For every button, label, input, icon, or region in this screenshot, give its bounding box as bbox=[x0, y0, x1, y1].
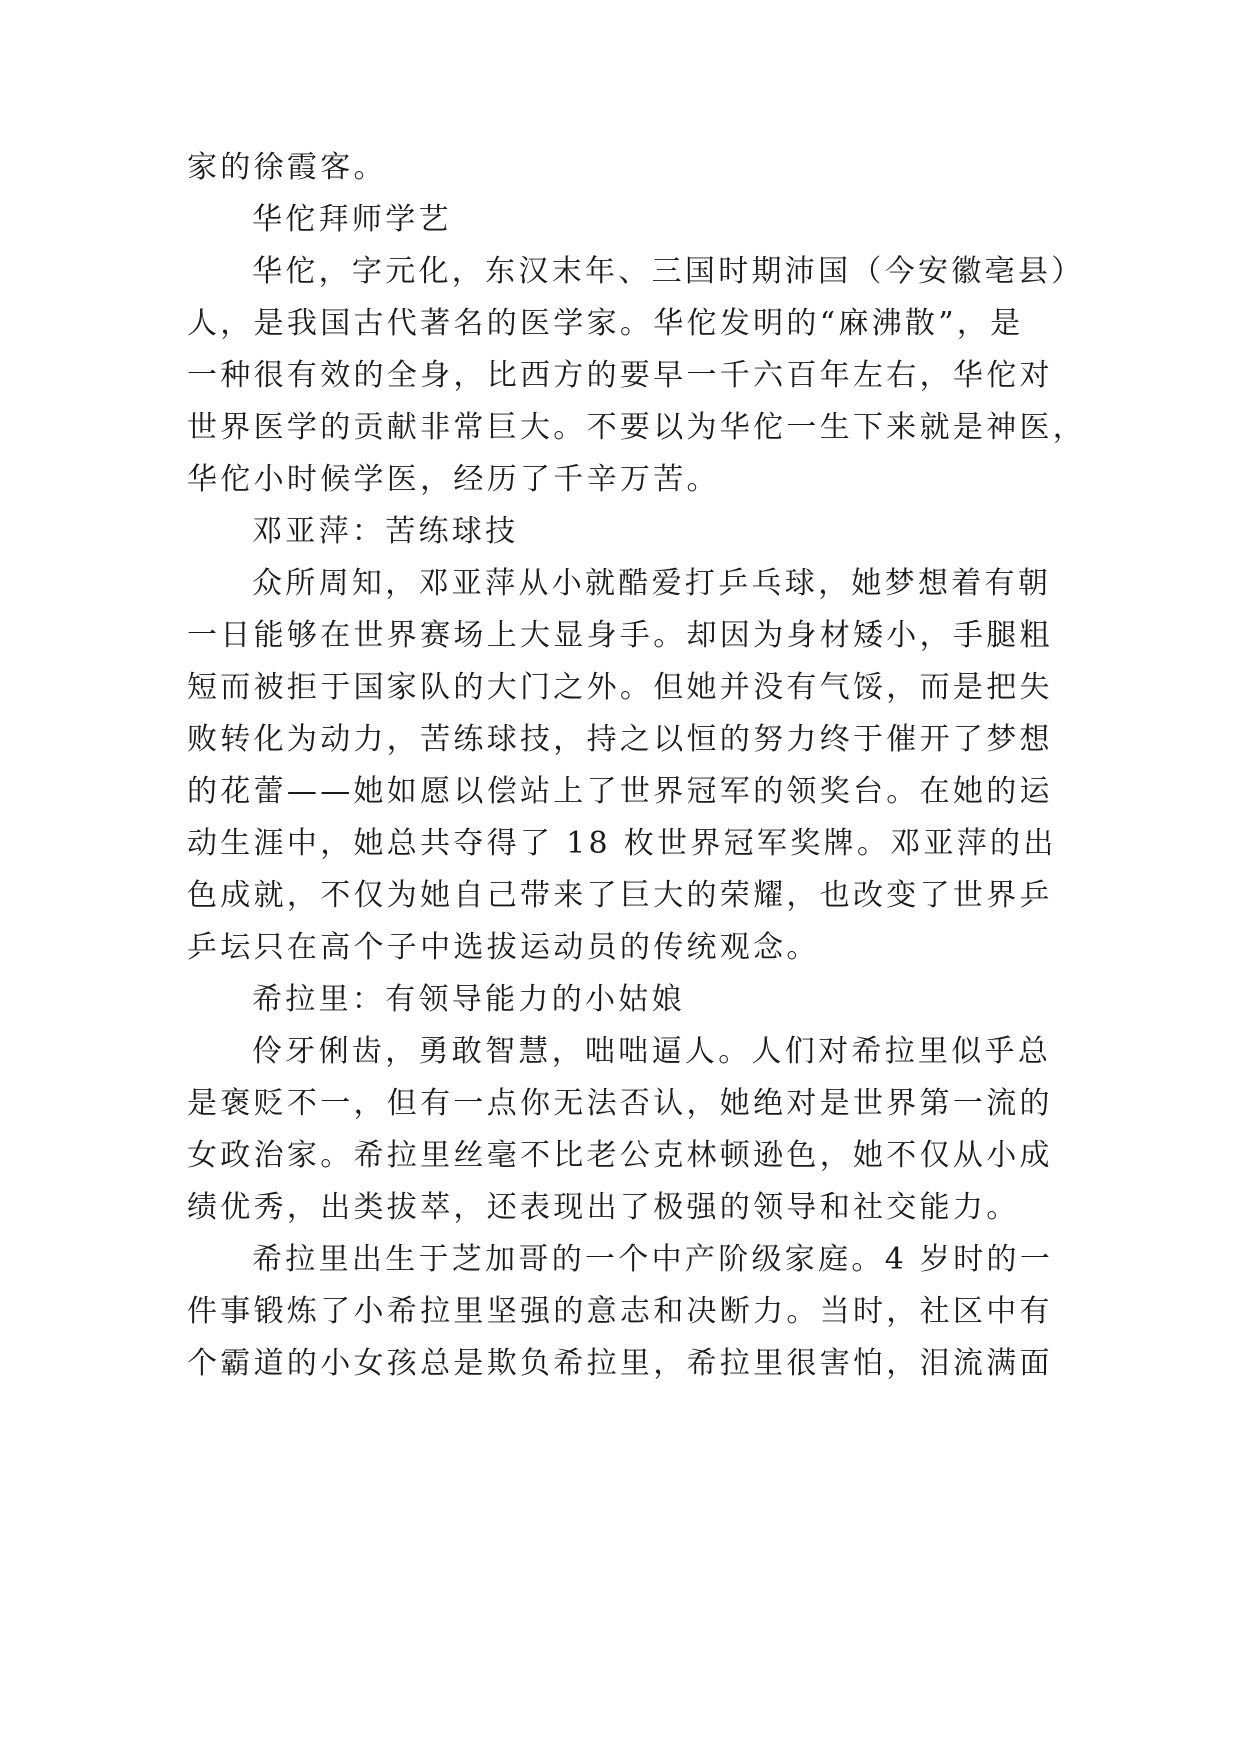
text-line: 华佗，字元化，东汉末年、三国时期沛国（今安徽亳县） bbox=[252, 254, 1085, 289]
text-line: 华佗小时候学医，经历了千辛万苦。 bbox=[187, 462, 720, 497]
section-heading: 邓亚萍：苦练球技 bbox=[252, 514, 519, 549]
text-line: 众所周知，邓亚萍从小就酷爱打乒乓球，她梦想着有朝 bbox=[252, 566, 1052, 601]
text-line: 的花蕾——她如愿以偿站上了世界冠军的领奖台。在她的运 bbox=[187, 774, 1053, 809]
text-line: 人，是我国古代著名的医学家。华佗发明的“麻沸散”，是 bbox=[187, 306, 1024, 341]
text-line: 败转化为动力，苦练球技，持之以恒的努力终于催开了梦想 bbox=[187, 722, 1053, 757]
text-line: 希拉里出生于芝加哥的一个中产阶级家庭。4 岁时的一 bbox=[252, 1242, 1054, 1277]
text-line: 一种很有效的全身，比西方的要早一千六百年左右，华佗对 bbox=[187, 358, 1053, 393]
text-line: 个霸道的小女孩总是欺负希拉里，希拉里很害怕，泪流满面 bbox=[187, 1346, 1053, 1381]
text-line: 家的徐霞客。 bbox=[187, 150, 387, 185]
text-line: 乒坛只在高个子中选拔运动员的传统观念。 bbox=[187, 930, 820, 965]
text-line: 绩优秀，出类拔萃，还表现出了极强的领导和社交能力。 bbox=[187, 1190, 1020, 1225]
text-line: 色成就，不仅为她自己带来了巨大的荣耀，也改变了世界乒 bbox=[187, 878, 1053, 913]
text-line: 动生涯中，她总共夺得了 18 枚世界冠军奖牌。邓亚萍的出 bbox=[187, 826, 1057, 861]
text-line: 伶牙俐齿，勇敢智慧，咄咄逼人。人们对希拉里似乎总 bbox=[252, 1034, 1052, 1069]
text-line: 世界医学的贡献非常巨大。不要以为华佗一生下来就是神医， bbox=[187, 410, 1087, 445]
text-line: 女政治家。希拉里丝毫不比老公克林顿逊色，她不仅从小成 bbox=[187, 1138, 1053, 1173]
text-line: 短而被拒于国家队的大门之外。但她并没有气馁，而是把失 bbox=[187, 670, 1053, 705]
text-line: 是褒贬不一，但有一点你无法否认，她绝对是世界第一流的 bbox=[187, 1086, 1053, 1121]
section-heading: 希拉里：有领导能力的小姑娘 bbox=[252, 982, 685, 1017]
text-line: 件事锻炼了小希拉里坚强的意志和决断力。当时，社区中有 bbox=[187, 1294, 1053, 1329]
text-line: 一日能够在世界赛场上大显身手。却因为身材矮小，手腿粗 bbox=[187, 618, 1053, 653]
section-heading: 华佗拜师学艺 bbox=[252, 202, 452, 237]
